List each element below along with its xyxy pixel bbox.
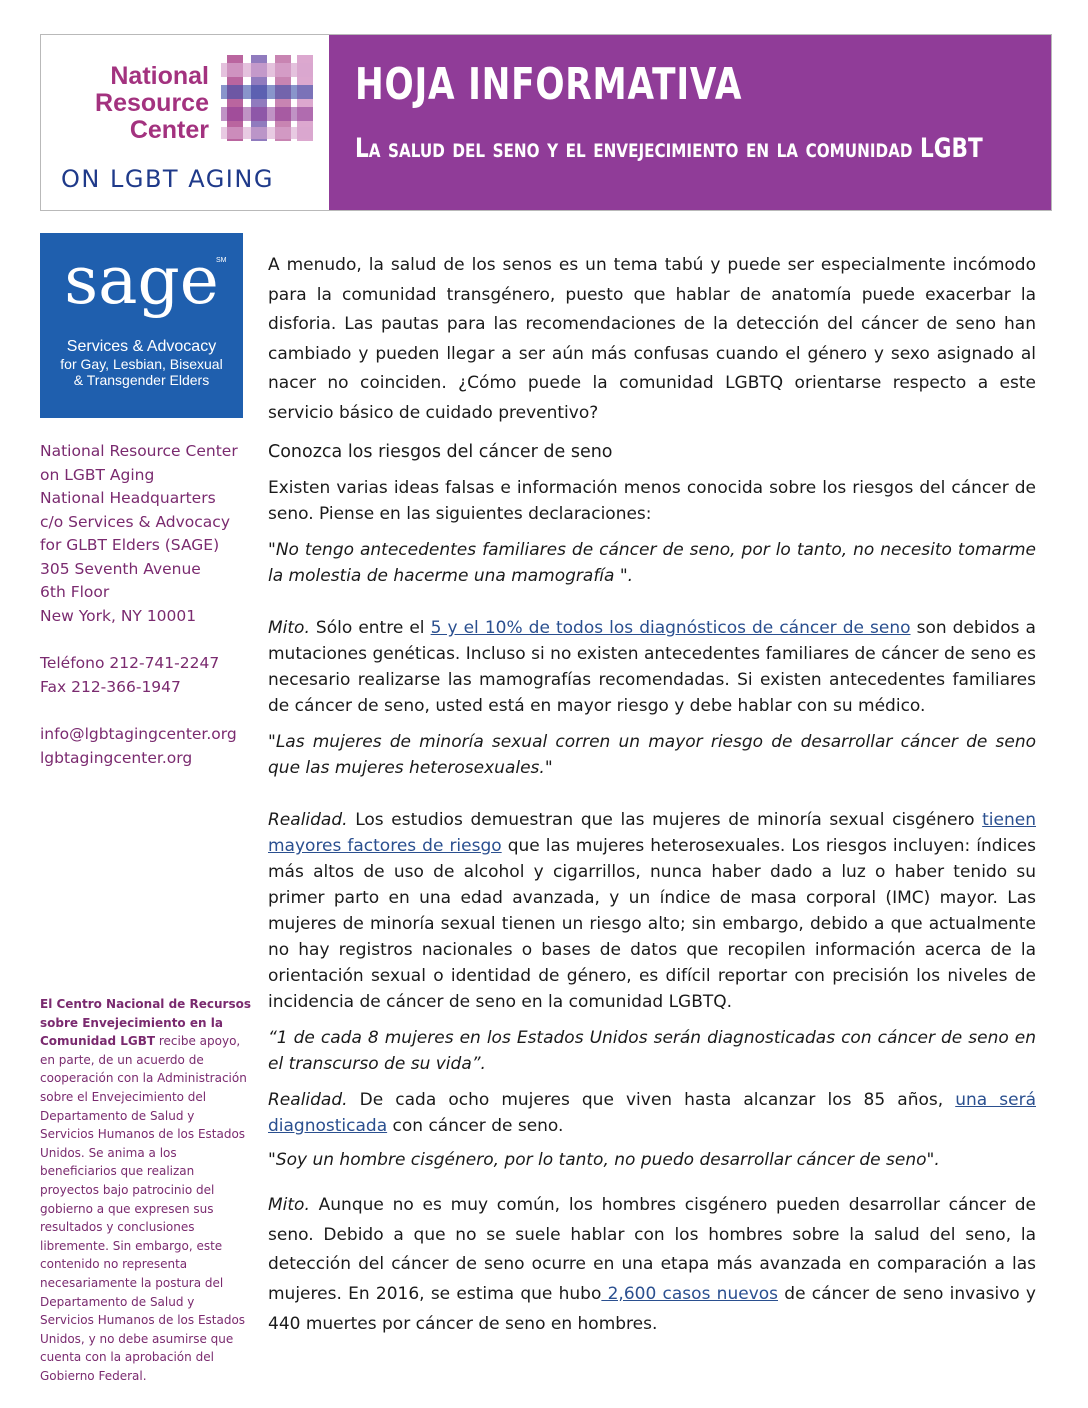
phone-number: Teléfono 212-741-2247 (40, 654, 220, 672)
address-line: National Resource Center (40, 442, 238, 460)
fax-number: Fax 212-366-1947 (40, 677, 181, 696)
sage-servicemark: SM (216, 257, 227, 264)
disclaimer-text: recibe apoyo, en parte, de un acuerdo de cooperación con la Administración sobre el Envejecimiento del Departamento de Salud y Servicios Humanos de los Estados Unidos. Se anima a los beneficiarios que realizan proyectos bajo patrocinio del gobierno a que expresen sus resultados y conclusiones libremente. Sin embargo, este contenido no representa necesariamente la postura del Departamento de Salud y Servicios Humanos de los Estados Unidos, y no debe asumirse que cuenta con la aprobación del Gobierno Federal. (40, 1034, 247, 1383)
answer-2-lead: Realidad. (268, 810, 348, 831)
funding-disclaimer (40, 995, 252, 1385)
address-line: 6th Floor (40, 583, 110, 601)
main-content (268, 251, 1036, 1339)
logo-subtitle: ON LGBT AGING (61, 165, 274, 193)
answer-1-lead: Mito. (268, 618, 310, 639)
address-line: for GLBT Elders (SAGE) (40, 536, 220, 554)
logo-text (59, 63, 209, 144)
answer-1-post: son debidos a mutaciones genéticas. Incluso si no existen antecedentes familiares de cáncer de seno es necesario realizarse las mamografías recomendadas. Si existen antecedentes familiares de cáncer de seno, usted está en mayor riesgo y debe hablar con su médico. (268, 618, 1036, 717)
answer-3 (268, 1087, 1036, 1139)
answer-3-pre: De cada ocho mujeres que viven hasta alcanzar los 85 años, (347, 1090, 956, 1111)
paragraph-1: Existen varias ideas falsas e información menos conocida sobre los riesgos del cáncer de seno. Piense en las siguientes declaraciones: (268, 478, 1036, 525)
website-link[interactable]: lgbtagingcenter.org (40, 748, 193, 767)
answer-3-post: con cáncer de seno. (387, 1116, 564, 1137)
link-genetic-stats[interactable]: 5 y el 10% de todos los diagnósticos de cáncer de seno (430, 618, 911, 639)
answer-4 (268, 1191, 1036, 1339)
answer-2-post: que las mujeres heterosexuales. Los riesgos incluyen: índices más altos de uso de alcohol y cigarrillos, nunca haber dado a luz o haber tenido su primer parto en una edad avanzada, y un índice de masa corporal (IMC) mayor. Las mujeres de minoría sexual tienen un riesgo alto; sin embargo, debido a que actualmente no hay registros nacionales o bases de datos que recopilen información acerca de la orientación sexual o identidad de género, es difícil reportar con precisión los niveles de incidencia de cáncer de seno en la comunidad LGBTQ. (268, 836, 1036, 1013)
address-block (40, 440, 250, 770)
page-title: HOJA INFORMATIVA (355, 59, 743, 110)
email-link[interactable]: info@lgbtagingcenter.org (40, 725, 237, 743)
sage-logo (40, 233, 243, 418)
sage-tag-3: & Transgender Elders (73, 372, 210, 388)
logo-line-2: Resource (95, 89, 209, 117)
link-risk-factors[interactable]: tienen mayores factores de riesgo (268, 810, 1036, 857)
address-line: 305 Seventh Avenue (40, 559, 201, 578)
link-new-cases[interactable]: 2,600 casos nuevos (601, 1283, 779, 1304)
address-line: National Headquarters (40, 489, 216, 507)
section-heading: Conozca los riesgos del cáncer de seno (268, 441, 613, 462)
sage-tagline (40, 337, 243, 388)
quote-2: "Las mujeres de minoría sexual corren un mayor riesgo de desarrollar cáncer de seno que las mujeres heterosexuales." (268, 732, 1036, 779)
answer-2-pre: Los estudios demuestran que las mujeres de minoría sexual cisgénero (347, 810, 983, 831)
address-line: on LGBT Aging (40, 465, 155, 484)
link-one-diagnosed[interactable]: una será diagnosticada (268, 1090, 1036, 1137)
logo-line-1: National (110, 62, 209, 90)
sage-tag-2: for Gay, Lesbian, Bisexual (60, 356, 223, 372)
quote-1: "No tengo antecedentes familiares de cáncer de seno, por lo tanto, no necesito tomarme la molestia de hacerme una mamografía ". (268, 540, 1036, 587)
sage-wordmark: sage (64, 242, 219, 319)
title-band (329, 35, 1051, 210)
weave-logo-icon (221, 55, 313, 141)
logo-line-3: Center (129, 116, 209, 144)
disclaimer-bold: El Centro Nacional de Recursos sobre Envejecimiento en la Comunidad LGBT (40, 997, 251, 1049)
address-line: New York, NY 10001 (40, 606, 197, 625)
answer-1 (268, 615, 1036, 719)
page-subtitle: La salud del seno y el envejecimiento en la comunidad LGBT (355, 133, 983, 164)
answer-4-pre: Aunque no es muy común, los hombres cisgénero pueden desarrollar cáncer de seno. Debido a que no se suele hablar con los hombres sobre la salud del seno, la detección del cáncer de seno ocurre en una etapa más avanzada en comparación a las mujeres. En 2016, se estima que hubo (268, 1195, 1036, 1304)
intro-paragraph: A menudo, la salud de los senos es un tema tabú y puede ser especialmente incómodo para la comunidad transgénero, puesto que hablar de anatomía puede exacerbar la disforia. Las pautas para las recomendaciones de la detección del cáncer de seno han cambiado y pueden llegar a ser aún más confusas cuando el género y sexo asignado al nacer no coinciden. ¿Cómo puede la comunidad LGBTQ orientarse respecto a este servicio básico de cuidado preventivo? (268, 255, 1036, 423)
quote-4: "Soy un hombre cisgénero, por lo tanto, no puedo desarrollar cáncer de seno". (268, 1150, 940, 1171)
sage-tag-1: Services & Advocacy (66, 338, 217, 355)
answer-1-pre: Sólo entre el (309, 618, 431, 639)
nrc-logo (41, 35, 329, 210)
header (40, 34, 1052, 211)
answer-3-lead: Realidad. (268, 1090, 348, 1111)
quote-3: “1 de cada 8 mujeres en los Estados Unidos serán diagnosticadas con cáncer de seno en el transcurso de su vida”. (268, 1028, 1036, 1075)
answer-4-post: de cáncer de seno invasivo y 440 muertes por cáncer de seno en hombres. (268, 1283, 1036, 1334)
answer-2 (268, 807, 1036, 1015)
address-line: c/o Services & Advocacy (40, 512, 230, 531)
answer-4-lead: Mito. (268, 1195, 310, 1216)
